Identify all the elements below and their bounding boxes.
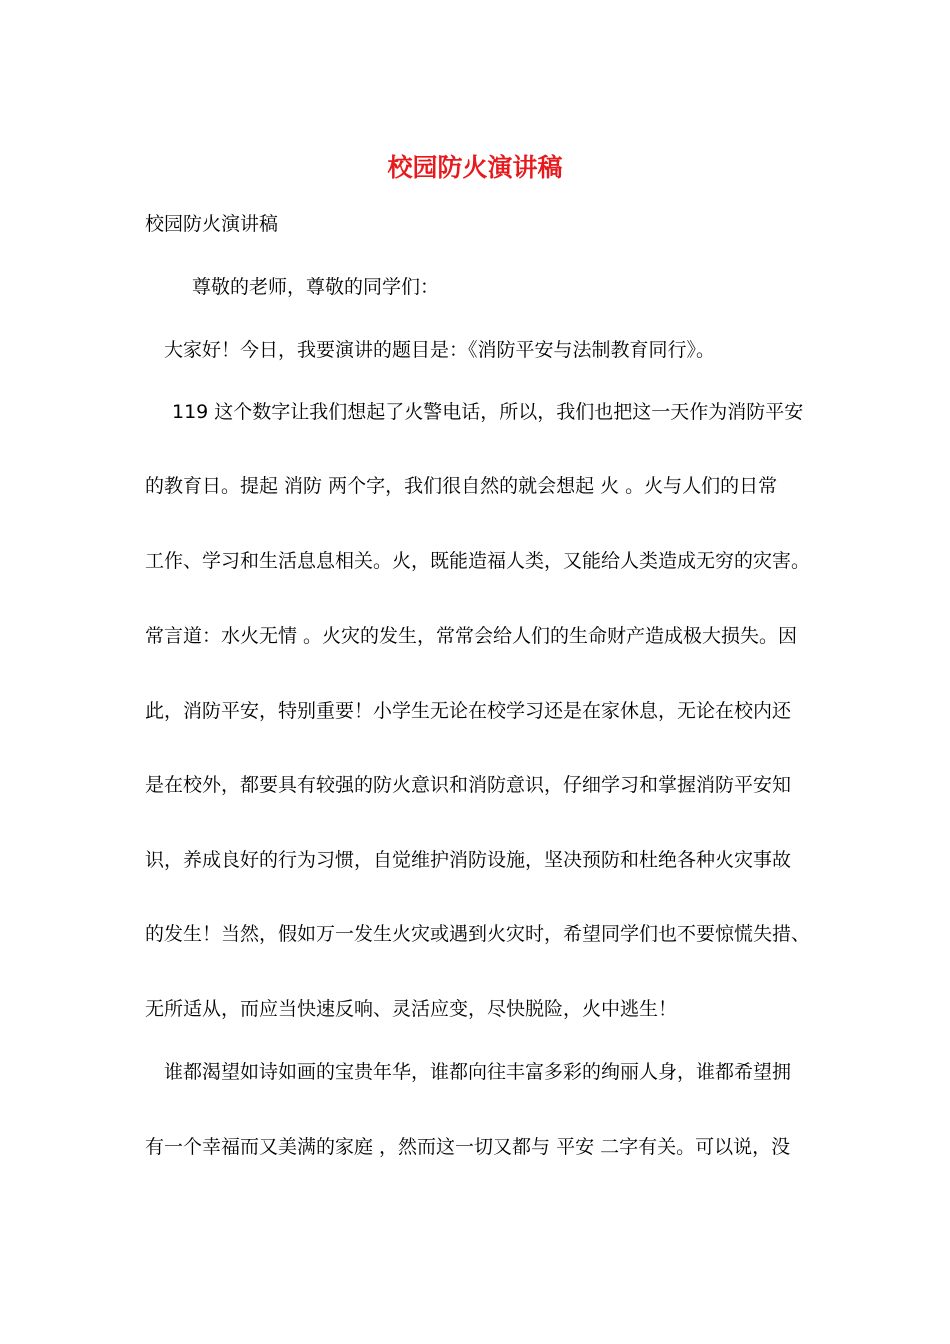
greeting-line: 尊敬的老师，尊敬的同学们：	[192, 276, 440, 298]
paragraph2-line-1: 谁都渴望如诗如画的宝贵年华，谁都向往丰富多彩的绚丽人身，谁都希望拥	[164, 1061, 792, 1083]
paragraph1-line-9: 无所适从，而应当快速反响、灵活应变，尽快脱险，火中逃生！	[145, 998, 678, 1020]
paragraph1-line-4: 常言道：水火无情 。火灾的发生，常常会给人们的生命财产造成极大损失。因	[145, 625, 798, 647]
paragraph2-line-2: 有一个幸福而又美满的家庭 ，然而这一切又都与 平安 二字有关。可以说，没	[145, 1136, 791, 1158]
document-title: 校园防火演讲稿	[387, 153, 563, 182]
paragraph1-line-6: 是在校外，都要具有较强的防火意识和消防意识，仔细学习和掌握消防平安知	[145, 774, 792, 796]
paragraph1-line-8: 的发生！当然，假如万一发生火灾或遇到火灾时，希望同学们也不要惊慌失措、	[145, 923, 811, 945]
opening-line: 大家好！今日，我要演讲的题目是：《消防平安与法制教育同行》。	[164, 339, 716, 361]
paragraph1-line-1: 119 这个数字让我们想起了火警电话，所以，我们也把这一天作为消防平安	[172, 401, 804, 423]
document-subtitle: 校园防火演讲稿	[145, 213, 279, 235]
paragraph1-line-7: 识，养成良好的行为习惯，自觉维护消防设施，坚决预防和杜绝各种火灾事故	[145, 849, 792, 871]
paragraph1-line-2: 的教育日。提起 消防 两个字，我们很自然的就会想起 火 。火与人们的日常	[145, 475, 778, 497]
paragraph1-line-3: 工作、学习和生活息息相关。火，既能造福人类，又能给人类造成无穷的灾害。	[145, 550, 811, 572]
paragraph1-line-5: 此，消防平安，特别重要！小学生无论在校学习还是在家休息，无论在校内还	[145, 700, 792, 722]
